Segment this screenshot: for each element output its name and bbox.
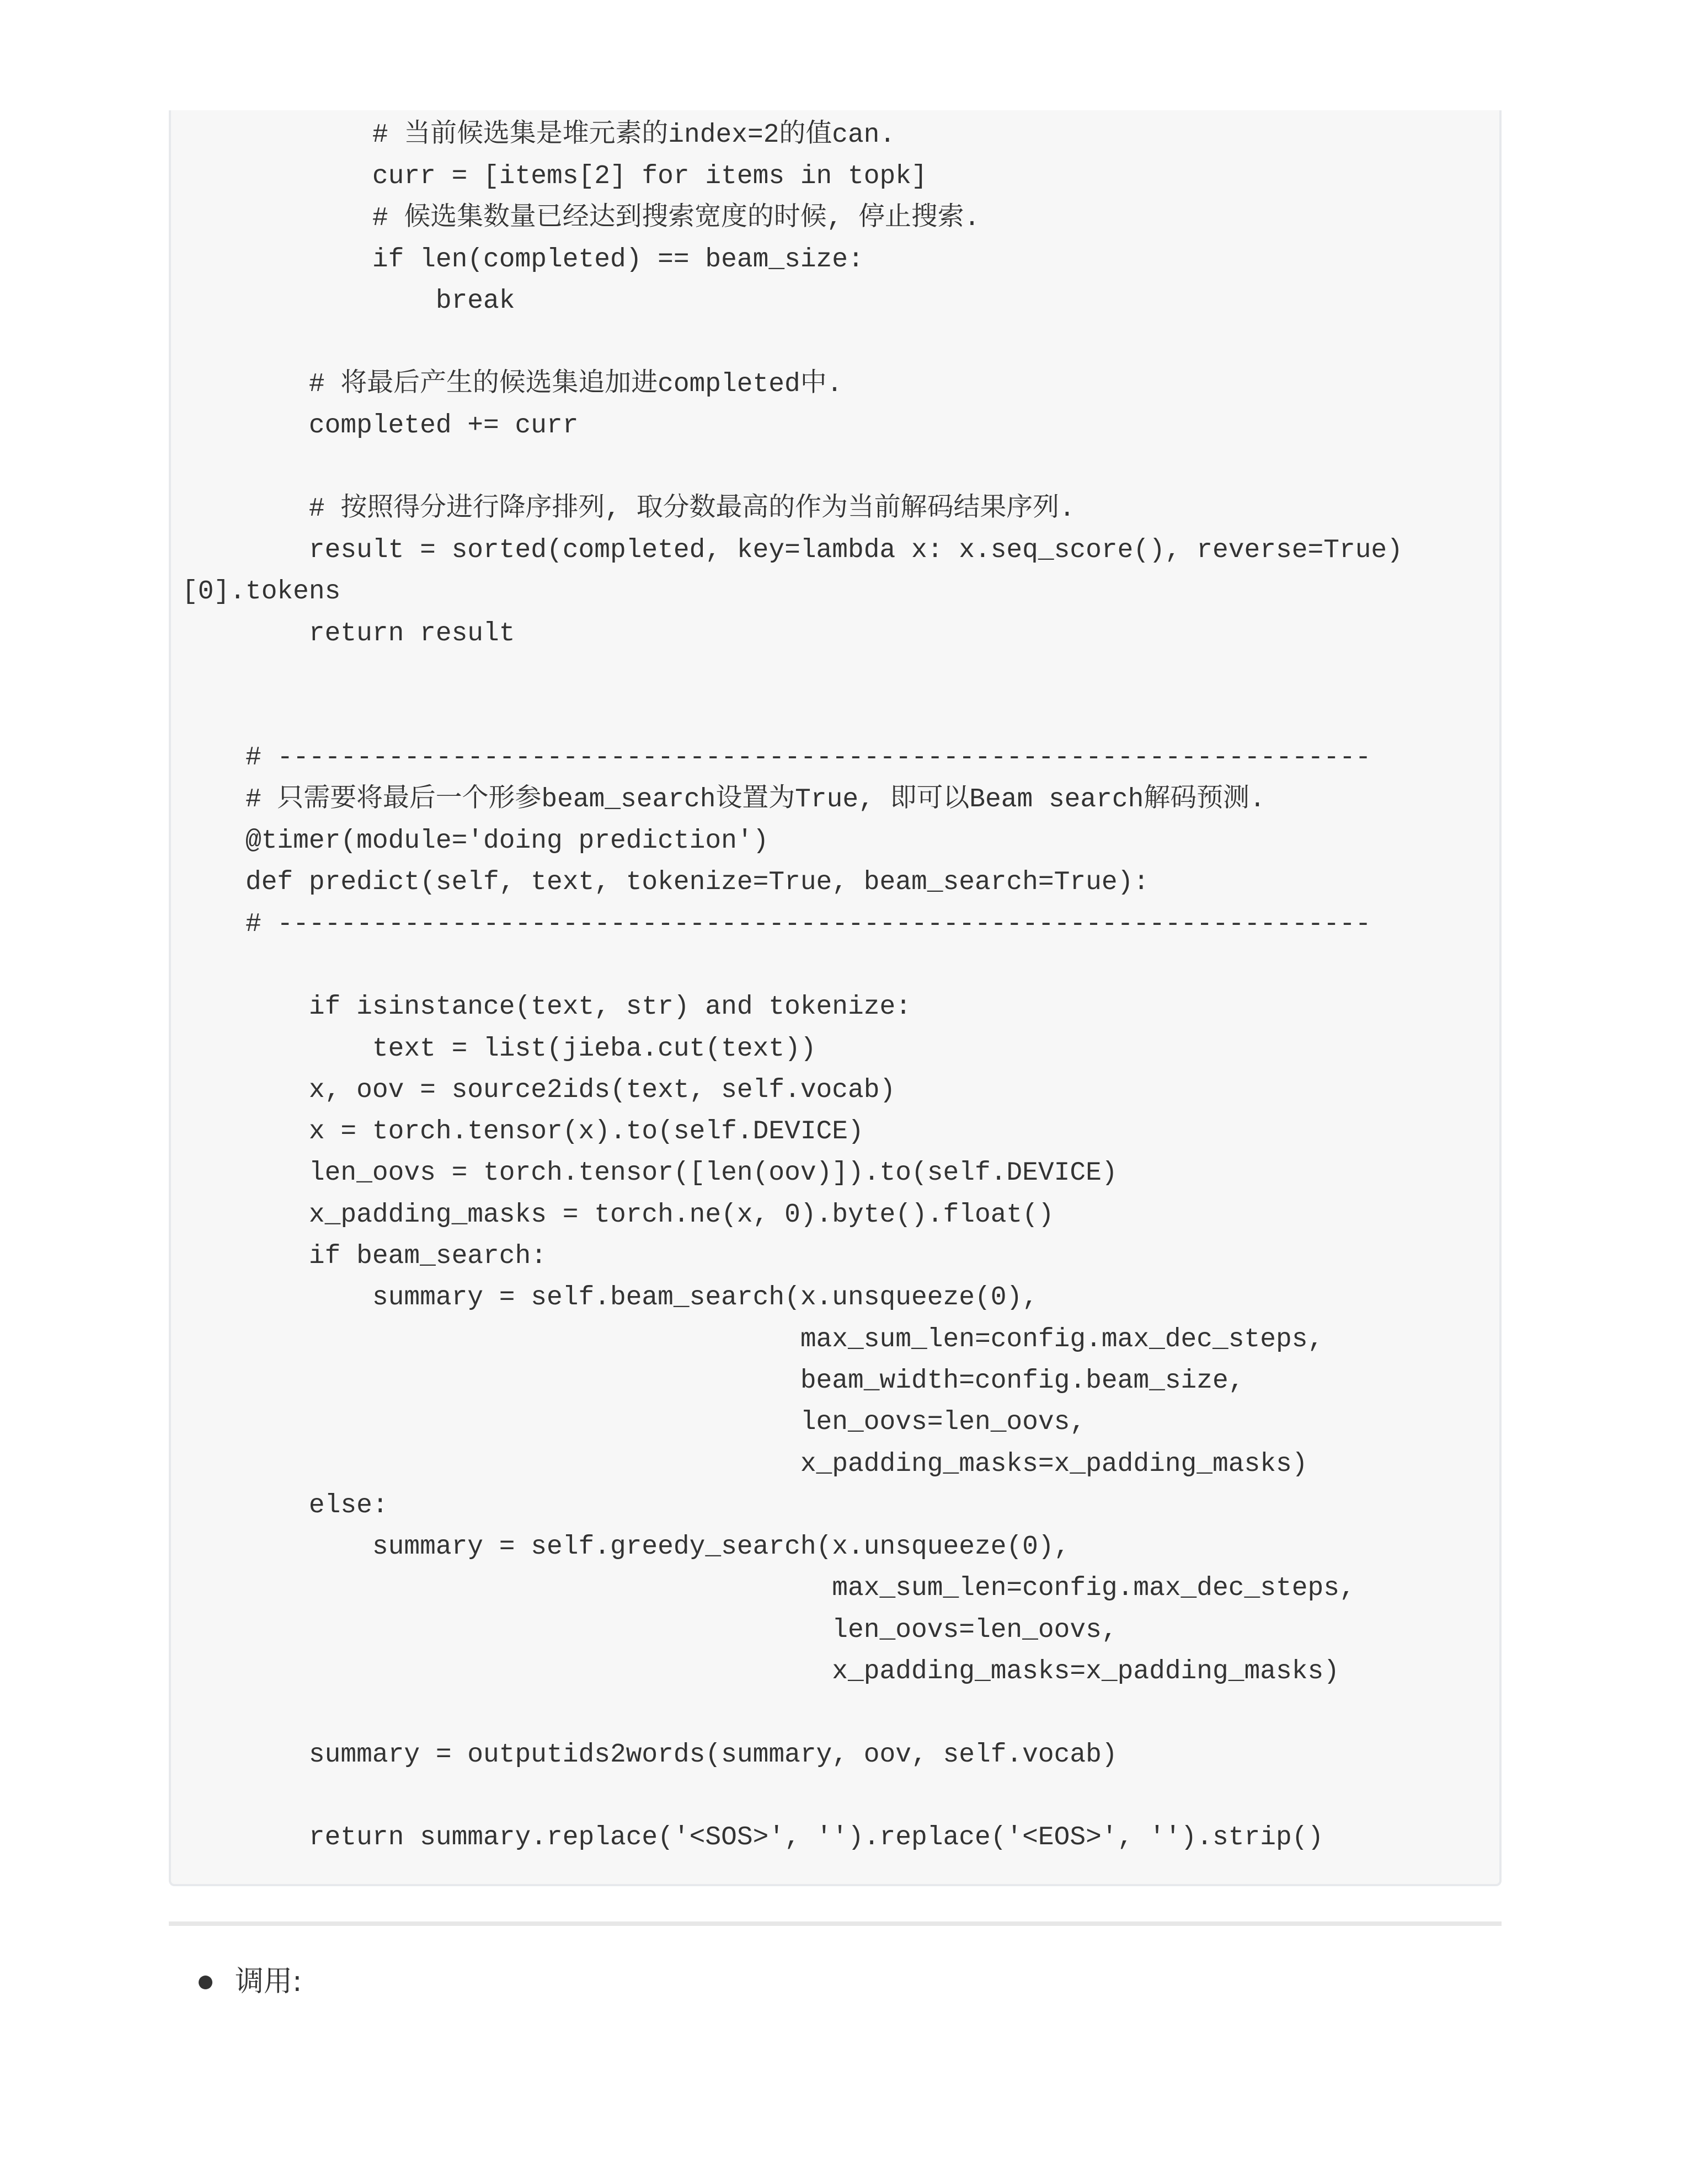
code-line: completed += curr (182, 411, 579, 441)
code-content (182, 115, 1403, 1859)
code-line: len_oovs = torch.tensor([len(oov)]).to(self.DEVICE) (182, 1158, 1118, 1189)
code-line: curr = [items[2] for items in topk] (182, 162, 927, 192)
code-line (182, 447, 1403, 488)
list-item (169, 1955, 302, 2008)
code-line: if len(completed) == beam_size: (182, 244, 864, 275)
code-line: break (182, 286, 515, 317)
list-item-label: 调用: (235, 1965, 302, 1998)
code-line: x = torch.tensor(x).to(self.DEVICE) (182, 1117, 864, 1147)
code-line: x_padding_masks=x_padding_masks) (182, 1449, 1308, 1479)
code-line: result = sorted(completed, key=lambda x: x.seq_score(), reverse=True) (182, 535, 1403, 565)
code-line: [0].tokens (182, 577, 341, 607)
code-line: max_sum_len=config.max_dec_steps, (182, 1573, 1355, 1604)
code-line: else: (182, 1490, 388, 1521)
code-block (169, 110, 1502, 1886)
code-line: max_sum_len=config.max_dec_steps, (182, 1324, 1324, 1355)
code-line: # 将最后产生的候选集追加进completed中. (182, 369, 843, 399)
code-line: # 当前候选集是堆元素的index=2的值can. (182, 120, 896, 150)
horizontal-rule (169, 1921, 1502, 1926)
code-line (182, 696, 1403, 737)
code-line: # 按照得分进行降序排列, 取分数最高的作为当前解码结果序列. (182, 494, 1075, 524)
code-line: if beam_search: (182, 1241, 547, 1272)
code-line: return result (182, 618, 515, 649)
code-line (182, 945, 1403, 987)
code-line: x, oov = source2ids(text, self.vocab) (182, 1075, 896, 1105)
code-line: len_oovs=len_oovs, (182, 1407, 1086, 1438)
code-line: # 候选集数量已经达到搜索宽度的时候, 停止搜索. (182, 203, 980, 233)
code-line: text = list(jieba.cut(text)) (182, 1034, 816, 1064)
code-line: len_oovs=len_oovs, (182, 1615, 1118, 1645)
code-line: if isinstance(text, str) and tokenize: (182, 992, 911, 1023)
code-line (182, 1776, 1403, 1817)
code-line: x_padding_masks = torch.ne(x, 0).byte().float() (182, 1200, 1054, 1230)
bullet-list (169, 1955, 302, 2008)
code-line: summary = self.beam_search(x.unsqueeze(0), (182, 1283, 1038, 1313)
code-line: # --------------------------------------------------------------------- (182, 743, 1371, 773)
code-line: # 只需要将最后一个形参beam_search设置为True, 即可以Beam search解码预测. (182, 784, 1265, 815)
code-line: def predict(self, text, tokenize=True, beam_search=True): (182, 868, 1150, 898)
code-line: @timer(module='doing prediction') (182, 826, 769, 857)
code-line (182, 1693, 1403, 1734)
code-line: x_padding_masks=x_padding_masks) (182, 1656, 1339, 1687)
code-line: # --------------------------------------------------------------------- (182, 909, 1371, 939)
code-line: summary = outputids2words(summary, oov, self.vocab) (182, 1739, 1118, 1770)
code-line: summary = self.greedy_search(x.unsqueeze(0), (182, 1532, 1070, 1562)
bullet-icon (199, 1976, 212, 1989)
code-line: beam_width=config.beam_size, (182, 1366, 1244, 1396)
code-line (182, 655, 1403, 696)
code-line (182, 322, 1403, 363)
code-line: return summary.replace('<SOS>', '').replace('<EOS>', '').strip() (182, 1823, 1324, 1853)
